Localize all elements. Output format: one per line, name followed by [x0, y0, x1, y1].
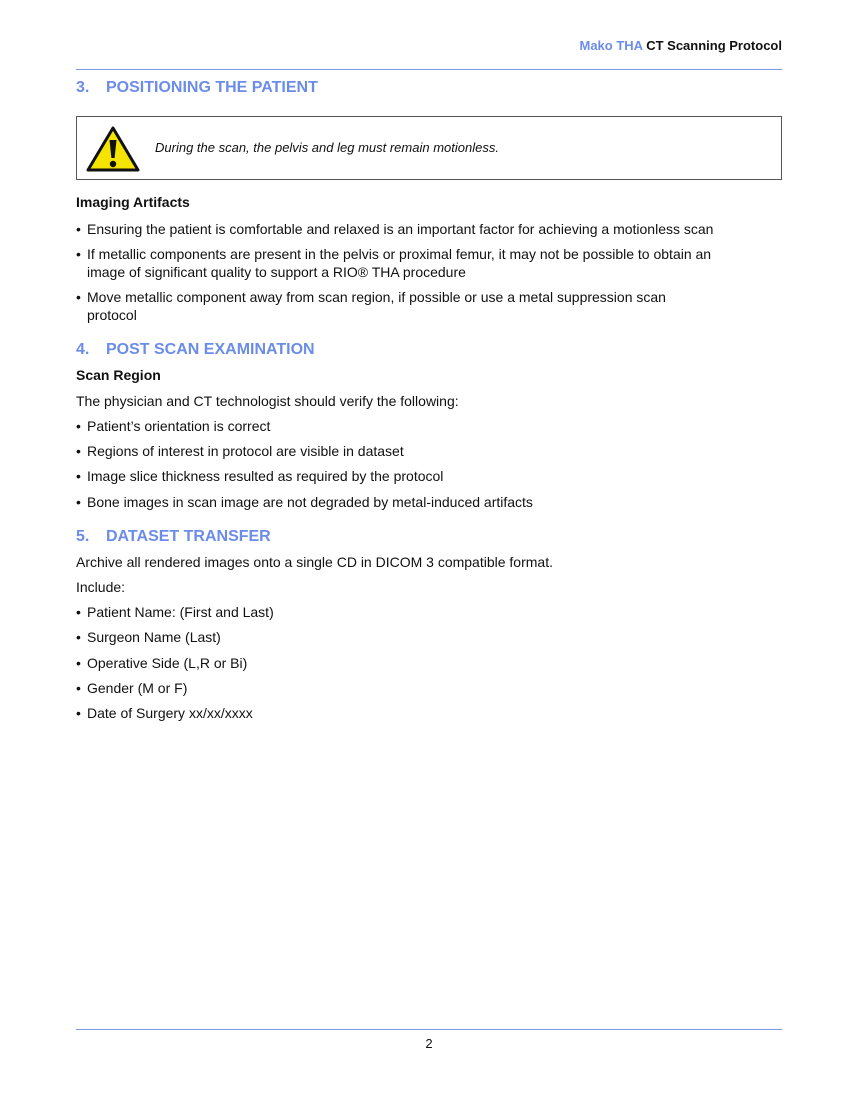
running-header — [580, 38, 783, 53]
list-item: • Date of Surgery xx/xx/xxxx — [76, 705, 253, 721]
warning-callout — [76, 116, 782, 180]
footer-divider — [76, 1029, 782, 1030]
section-4-number: 4. — [76, 341, 90, 358]
list-item: • Surgeon Name (Last) — [76, 629, 221, 645]
warning-triangle-icon — [85, 125, 141, 173]
header-title: CT Scanning Protocol — [646, 38, 782, 53]
document-page — [76, 0, 782, 1109]
section-3-title: POSITIONING THE PATIENT — [106, 79, 318, 96]
list-item: • Move metallic component away from scan region, if possible or use a metal suppression scan protocol — [76, 289, 666, 323]
section-3-heading — [76, 79, 318, 97]
header-brand: Mako THA — [579, 38, 643, 53]
section-4-intro: The physician and CT technologist should verify the following: — [76, 393, 459, 409]
list-item: • Ensuring the patient is comfortable and relaxed is an important factor for achieving a motionless scan — [76, 221, 714, 237]
warning-text: During the scan, the pelvis and leg must remain motionless. — [155, 140, 499, 155]
section-4-title: POST SCAN EXAMINATION — [106, 341, 315, 358]
list-item: • Regions of interest in protocol are visible in dataset — [76, 443, 404, 459]
section-5-intro: Archive all rendered images onto a single CD in DICOM 3 compatible format. — [76, 554, 553, 570]
list-item: • Image slice thickness resulted as required by the protocol — [76, 468, 444, 484]
scan-region-subheading: Scan Region — [76, 367, 161, 383]
include-label: Include: — [76, 579, 126, 595]
list-item: • Bone images in scan image are not degraded by metal-induced artifacts — [76, 494, 533, 510]
list-item: • Patient Name: (First and Last) — [76, 604, 274, 620]
section-5-number: 5. — [76, 528, 90, 545]
header-divider — [76, 69, 782, 70]
list-item: • Patient’s orientation is correct — [76, 418, 271, 434]
list-item: • Operative Side (L,R or Bi) — [76, 655, 248, 671]
section-5-heading — [76, 528, 271, 546]
imaging-artifacts-subheading: Imaging Artifacts — [76, 194, 190, 210]
section-5-title: DATASET TRANSFER — [106, 528, 271, 545]
list-item: • Gender (M or F) — [76, 680, 188, 696]
list-item: • If metallic components are present in the pelvis or proximal femur, it may not be possible to obtain an image of significant quality to support a RIO® THA procedure — [76, 246, 712, 280]
section-4-heading — [76, 341, 315, 359]
page-number: 2 — [425, 1036, 433, 1051]
section-3-number: 3. — [76, 79, 90, 96]
